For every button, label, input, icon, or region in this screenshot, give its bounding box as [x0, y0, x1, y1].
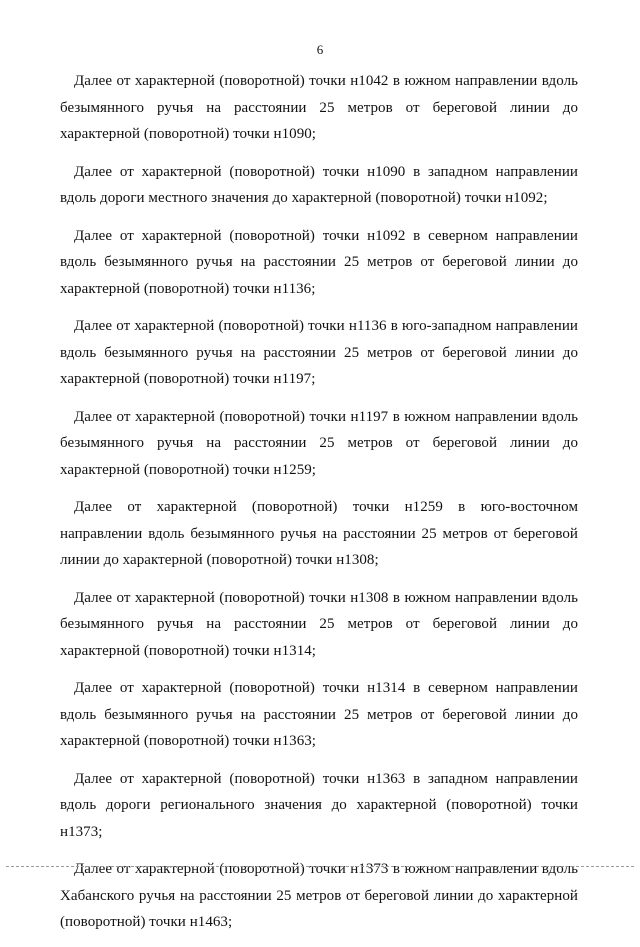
paragraph: Далее от характерной (поворотной) точки н1308 в южном направлении вдоль безымянного ручья на расстоянии 25 метров от береговой линии до характерной (поворотной) точки н1314; — [60, 589, 578, 659]
scan-edge-line — [6, 866, 634, 867]
paragraph: Далее от характерной (поворотной) точки н1197 в южном направлении вдоль безымянного ручья на расстоянии 25 метров от береговой линии до характерной (поворотной) точки н1259; — [60, 408, 578, 478]
page-number: 6 — [316, 42, 324, 57]
paragraph: Далее от характерной (поворотной) точки н1092 в северном направлении вдоль безымянного ручья на расстоянии 25 метров от береговой линии до характерной (поворотной) точки н1136; — [60, 227, 578, 297]
paragraph: Далее от характерной (поворотной) точки н1373 в южном направлении вдоль Хабанского ручья на расстоянии 25 метров от береговой линии до характерной (поворотной) точки н1463; — [60, 861, 578, 930]
paragraph: Далее от характерной (поворотной) точки н1259 в юго-восточном направлении вдоль безымянного ручья на расстоянии 25 метров от береговой линии до характерной (поворотной) точки н1308; — [60, 499, 578, 568]
document-body — [60, 68, 578, 947]
paragraph: Далее от характерной (поворотной) точки н1136 в юго-западном направлении вдоль безымянного ручья на расстоянии 25 метров от береговой линии до характерной (поворотной) точки н1197; — [60, 318, 578, 387]
paragraph: Далее от характерной (поворотной) точки н1042 в южном направлении вдоль безымянного ручья на расстоянии 25 метров от береговой линии до характерной (поворотной) точки н1090; — [60, 73, 578, 142]
paragraph: Далее от характерной (поворотной) точки н1363 в западном направлении вдоль дороги регионального значения до характерной (поворотной) точки н1373; — [60, 770, 578, 840]
paragraph: Далее от характерной (поворотной) точки н1090 в западном направлении вдоль дороги местного значения до характерной (поворотной) точки н1092; — [60, 163, 578, 206]
paragraph: Далее от характерной (поворотной) точки н1314 в северном направлении вдоль безымянного ручья на расстоянии 25 метров от береговой линии до характерной (поворотной) точки н1363; — [60, 680, 578, 749]
